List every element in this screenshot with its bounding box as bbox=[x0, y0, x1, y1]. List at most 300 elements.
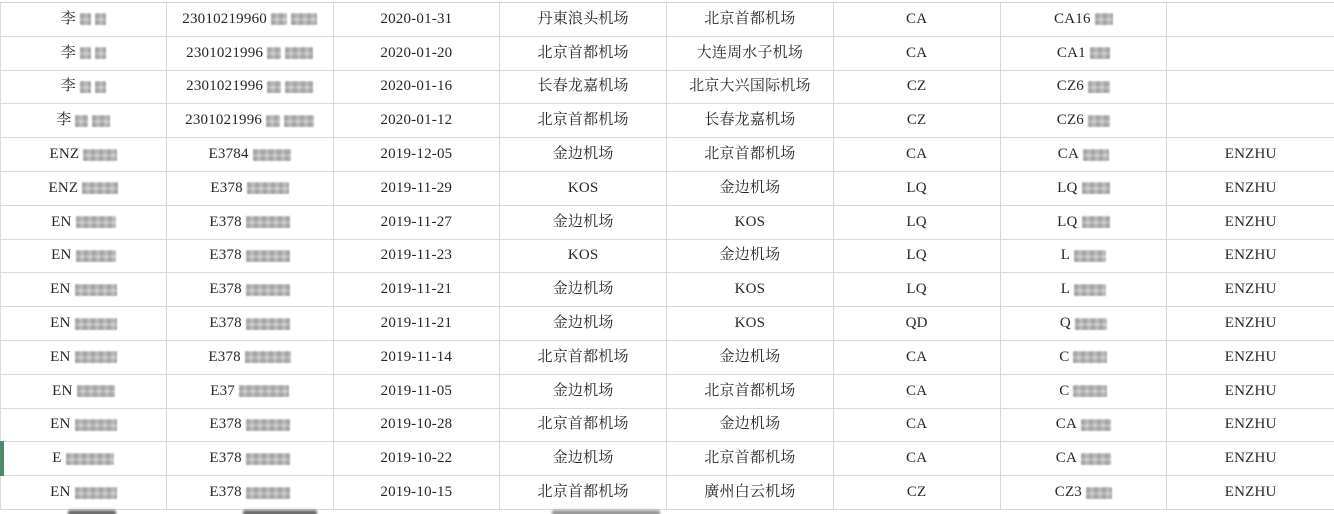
cell-flight-number[interactable] bbox=[1001, 3, 1168, 36]
cell-text: E378 bbox=[209, 213, 242, 230]
cell-text: 北京首都机场 bbox=[704, 382, 796, 399]
cell-text: CA bbox=[906, 382, 928, 399]
cell-flight-date[interactable] bbox=[334, 240, 501, 273]
cell-text: CZ bbox=[906, 484, 927, 501]
cell-text: 2020-01-31 bbox=[380, 10, 453, 27]
cell-text: ENZ bbox=[49, 146, 80, 163]
cell-text: CZ bbox=[906, 78, 927, 95]
redacted-mosaic bbox=[246, 250, 290, 262]
cell-text: CA bbox=[1055, 416, 1077, 433]
cell-text: C bbox=[1059, 382, 1070, 399]
cell-name[interactable] bbox=[0, 409, 167, 442]
cell-text: KOS bbox=[734, 315, 766, 332]
selected-row-indicator bbox=[0, 441, 4, 476]
cell-name[interactable] bbox=[0, 3, 167, 36]
cell-text: 北京首都机场 bbox=[704, 450, 796, 467]
cell-text: ENZHU bbox=[1224, 247, 1277, 264]
cell-departure-airport[interactable] bbox=[500, 37, 667, 70]
cell-text: QD bbox=[905, 315, 928, 332]
redacted-mosaic bbox=[76, 216, 116, 228]
cell-flight-date[interactable] bbox=[334, 273, 501, 306]
cell-text: 2020-01-20 bbox=[380, 44, 453, 61]
table-row bbox=[0, 71, 1334, 105]
cell-text: C bbox=[1059, 348, 1070, 365]
cell-flight-number[interactable] bbox=[1001, 341, 1168, 374]
cell-text: KOS bbox=[734, 213, 766, 230]
cell-id-number[interactable] bbox=[167, 71, 334, 104]
cell-flight-date[interactable] bbox=[334, 37, 501, 70]
cell-text: CA bbox=[1055, 450, 1077, 467]
cell-text: 2019-11-29 bbox=[380, 179, 453, 196]
cell-arrival-airport[interactable] bbox=[667, 172, 834, 205]
cell-text: E3784 bbox=[208, 146, 249, 163]
cell-text: ENZHU bbox=[1224, 281, 1277, 298]
redacted-mosaic bbox=[1082, 182, 1110, 194]
redacted-mosaic bbox=[246, 419, 290, 431]
redacted-mosaic bbox=[291, 13, 317, 25]
cell-departure-airport[interactable] bbox=[500, 138, 667, 171]
redacted-mosaic bbox=[1082, 216, 1110, 228]
redacted-mosaic bbox=[243, 510, 317, 514]
redacted-mosaic bbox=[253, 149, 291, 161]
table-row bbox=[0, 307, 1334, 341]
cell-arrival-airport[interactable] bbox=[667, 37, 834, 70]
cell-remark[interactable] bbox=[1167, 104, 1334, 137]
cell-text: LQ bbox=[1057, 179, 1078, 196]
cell-flight-date[interactable] bbox=[334, 341, 501, 374]
cell-remark[interactable] bbox=[1167, 37, 1334, 70]
cell-name[interactable] bbox=[0, 341, 167, 374]
redacted-mosaic bbox=[246, 284, 290, 296]
cell-id-number[interactable] bbox=[167, 138, 334, 171]
cell-name[interactable] bbox=[0, 240, 167, 273]
cell-airline-code[interactable] bbox=[834, 206, 1001, 239]
cell-text: 北京首都机场 bbox=[704, 146, 796, 163]
cell-remark[interactable] bbox=[1167, 138, 1334, 171]
cell-text: ENZHU bbox=[1224, 382, 1277, 399]
redacted-mosaic bbox=[76, 250, 116, 262]
cell-name[interactable] bbox=[0, 206, 167, 239]
cell-airline-code[interactable] bbox=[834, 37, 1001, 70]
redacted-mosaic bbox=[75, 487, 117, 499]
cell-text: 2020-01-12 bbox=[380, 112, 453, 129]
cell-id-number[interactable] bbox=[167, 206, 334, 239]
cell-remark[interactable] bbox=[1167, 3, 1334, 36]
redacted-mosaic bbox=[1088, 81, 1110, 93]
cell-departure-airport[interactable] bbox=[500, 172, 667, 205]
redacted-mosaic bbox=[552, 510, 660, 514]
cell-name[interactable] bbox=[0, 476, 167, 509]
cell-flight-date[interactable] bbox=[334, 138, 501, 171]
cell-text: 2019-11-27 bbox=[380, 213, 453, 230]
cell-text: E378 bbox=[209, 315, 242, 332]
redacted-mosaic bbox=[75, 115, 88, 127]
cell-id-number[interactable] bbox=[167, 476, 334, 509]
cell-id-number[interactable] bbox=[167, 37, 334, 70]
cell-departure-airport[interactable] bbox=[500, 206, 667, 239]
cell-text: E378 bbox=[209, 416, 242, 433]
table-row bbox=[0, 37, 1334, 71]
cell-text: E378 bbox=[209, 247, 242, 264]
table-row bbox=[0, 341, 1334, 375]
redacted-mosaic bbox=[246, 318, 290, 330]
cell-flight-date[interactable] bbox=[334, 206, 501, 239]
cell-text: 2019-11-21 bbox=[380, 281, 453, 298]
redacted-mosaic bbox=[66, 453, 114, 465]
cell-flight-date[interactable] bbox=[334, 307, 501, 340]
cell-text: ENZHU bbox=[1224, 348, 1277, 365]
cell-text: 金边机场 bbox=[552, 382, 614, 399]
cell-flight-date[interactable] bbox=[334, 104, 501, 137]
cell-airline-code[interactable] bbox=[834, 341, 1001, 374]
table-row bbox=[0, 409, 1334, 443]
cell-name[interactable] bbox=[0, 375, 167, 408]
cell-name[interactable] bbox=[0, 273, 167, 306]
cell-text: 金边机场 bbox=[719, 247, 781, 264]
cell-text: 金边机场 bbox=[719, 348, 781, 365]
cell-text: EN bbox=[52, 382, 73, 399]
cell-remark[interactable] bbox=[1167, 341, 1334, 374]
cell-text: 23010219960 bbox=[182, 10, 267, 27]
cell-text: 北京首都机场 bbox=[537, 416, 629, 433]
cell-flight-date[interactable] bbox=[334, 71, 501, 104]
cell-text: ENZHU bbox=[1224, 315, 1277, 332]
cell-airline-code[interactable] bbox=[834, 71, 1001, 104]
cell-name[interactable] bbox=[0, 138, 167, 171]
redacted-mosaic bbox=[1083, 149, 1109, 161]
cell-text: 北京大兴国际机场 bbox=[689, 78, 811, 95]
table-row bbox=[0, 3, 1334, 37]
redacted-mosaic bbox=[1073, 385, 1107, 397]
cell-text: LQ bbox=[906, 179, 927, 196]
redacted-mosaic bbox=[1088, 115, 1110, 127]
table-row bbox=[0, 172, 1334, 206]
cell-text: E378 bbox=[208, 348, 241, 365]
cell-text: 金边机场 bbox=[552, 450, 614, 467]
cell-text: 丹東浪头机场 bbox=[537, 10, 629, 27]
cell-flight-date[interactable] bbox=[334, 375, 501, 408]
redacted-mosaic bbox=[1090, 47, 1110, 59]
cell-text: E378 bbox=[209, 484, 242, 501]
cell-id-number[interactable] bbox=[167, 104, 334, 137]
cell-airline-code[interactable] bbox=[834, 409, 1001, 442]
cell-departure-airport[interactable] bbox=[500, 104, 667, 137]
redacted-mosaic bbox=[95, 13, 106, 25]
cell-text: ENZHU bbox=[1224, 484, 1277, 501]
cell-text: CA bbox=[906, 450, 928, 467]
cell-text: LQ bbox=[906, 281, 927, 298]
cell-text: 李 bbox=[60, 78, 76, 95]
cell-id-number[interactable] bbox=[167, 273, 334, 306]
redacted-mosaic bbox=[1073, 351, 1107, 363]
table-row bbox=[0, 138, 1334, 172]
cell-text: 2019-10-28 bbox=[380, 416, 453, 433]
redacted-mosaic bbox=[1081, 453, 1111, 465]
cell-remark[interactable] bbox=[1167, 273, 1334, 306]
redacted-mosaic bbox=[82, 182, 118, 194]
redacted-mosaic bbox=[75, 419, 117, 431]
redacted-mosaic bbox=[95, 81, 106, 93]
cell-text: ENZHU bbox=[1224, 213, 1277, 230]
cell-text: ENZHU bbox=[1224, 179, 1277, 196]
cell-text: 金边机场 bbox=[552, 281, 614, 298]
cell-id-number[interactable] bbox=[167, 172, 334, 205]
cell-text: CA1 bbox=[1056, 44, 1086, 61]
cell-text: E37 bbox=[210, 382, 235, 399]
cell-arrival-airport[interactable] bbox=[667, 307, 834, 340]
cell-departure-airport[interactable] bbox=[500, 341, 667, 374]
cell-text: E bbox=[52, 450, 62, 467]
cell-name[interactable] bbox=[0, 37, 167, 70]
cell-flight-date[interactable] bbox=[334, 476, 501, 509]
cell-id-number[interactable] bbox=[167, 307, 334, 340]
cell-arrival-airport[interactable] bbox=[667, 341, 834, 374]
cell-arrival-airport[interactable] bbox=[667, 375, 834, 408]
redacted-mosaic bbox=[271, 13, 287, 25]
table-row bbox=[0, 273, 1334, 307]
cell-arrival-airport[interactable] bbox=[667, 3, 834, 36]
cell-airline-code[interactable] bbox=[834, 104, 1001, 137]
cell-id-number[interactable] bbox=[167, 375, 334, 408]
redacted-mosaic bbox=[75, 284, 117, 296]
cell-id-number[interactable] bbox=[167, 3, 334, 36]
cell-id-number[interactable] bbox=[167, 240, 334, 273]
table-row bbox=[0, 442, 1334, 476]
redacted-mosaic bbox=[92, 115, 110, 127]
cell-text: 长春龙嘉机场 bbox=[704, 112, 796, 129]
cell-text: E378 bbox=[209, 281, 242, 298]
cell-text: CA bbox=[906, 44, 928, 61]
cell-text: 北京首都机场 bbox=[704, 10, 796, 27]
table-row bbox=[0, 104, 1334, 138]
cell-arrival-airport[interactable] bbox=[667, 240, 834, 273]
cell-flight-number[interactable] bbox=[1001, 104, 1168, 137]
cell-departure-airport[interactable] bbox=[500, 71, 667, 104]
cell-text: KOS bbox=[567, 247, 599, 264]
cell-airline-code[interactable] bbox=[834, 273, 1001, 306]
cell-text: 金边机场 bbox=[719, 179, 781, 196]
cell-text: EN bbox=[50, 416, 71, 433]
cell-id-number[interactable] bbox=[167, 341, 334, 374]
redacted-mosaic bbox=[1074, 284, 1106, 296]
table-row bbox=[0, 375, 1334, 409]
cell-name[interactable] bbox=[0, 104, 167, 137]
cell-arrival-airport[interactable] bbox=[667, 104, 834, 137]
redacted-mosaic bbox=[284, 115, 314, 127]
cell-departure-airport[interactable] bbox=[500, 409, 667, 442]
cell-text: 廣州白云机场 bbox=[704, 484, 796, 501]
cell-text: CA bbox=[1057, 146, 1079, 163]
cell-arrival-airport[interactable] bbox=[667, 138, 834, 171]
cell-arrival-airport[interactable] bbox=[667, 442, 834, 475]
cell-text: KOS bbox=[567, 179, 599, 196]
cell-text: 2019-11-05 bbox=[380, 382, 453, 399]
cell-text: 2019-12-05 bbox=[380, 146, 453, 163]
cell-remark[interactable] bbox=[1167, 442, 1334, 475]
redacted-mosaic bbox=[239, 385, 289, 397]
cell-text: 北京首都机场 bbox=[537, 112, 629, 129]
redacted-mosaic bbox=[1075, 318, 1107, 330]
cell-text: L bbox=[1060, 281, 1071, 298]
cell-text: 李 bbox=[60, 44, 76, 61]
cell-text: 2019-10-15 bbox=[380, 484, 453, 501]
cell-text: 金边机场 bbox=[719, 416, 781, 433]
cell-arrival-airport[interactable] bbox=[667, 476, 834, 509]
cell-text: ENZHU bbox=[1224, 416, 1277, 433]
redacted-mosaic bbox=[75, 318, 117, 330]
cell-text: 2301021996 bbox=[186, 44, 264, 61]
cell-departure-airport[interactable] bbox=[500, 442, 667, 475]
cell-airline-code[interactable] bbox=[834, 476, 1001, 509]
cell-text: EN bbox=[51, 247, 72, 264]
redacted-mosaic bbox=[1095, 13, 1113, 25]
cell-text: E378 bbox=[210, 179, 243, 196]
redacted-mosaic bbox=[267, 81, 281, 93]
cell-name[interactable] bbox=[0, 172, 167, 205]
cell-flight-date[interactable] bbox=[334, 3, 501, 36]
cell-name[interactable] bbox=[0, 442, 167, 475]
cell-remark[interactable] bbox=[1167, 71, 1334, 104]
cell-airline-code[interactable] bbox=[834, 375, 1001, 408]
redacted-mosaic bbox=[267, 47, 281, 59]
table-row bbox=[0, 206, 1334, 240]
redacted-mosaic bbox=[246, 453, 290, 465]
cell-text: CZ3 bbox=[1054, 484, 1083, 501]
cell-text: 李 bbox=[60, 10, 76, 27]
cell-departure-airport[interactable] bbox=[500, 3, 667, 36]
cell-id-number[interactable] bbox=[167, 409, 334, 442]
cell-text: 2019-11-14 bbox=[380, 348, 453, 365]
cell-text: Q bbox=[1059, 315, 1071, 332]
cell-text: ENZ bbox=[48, 179, 79, 196]
cell-name[interactable] bbox=[0, 71, 167, 104]
cell-text: EN bbox=[50, 281, 71, 298]
cell-flight-number[interactable] bbox=[1001, 442, 1168, 475]
cell-remark[interactable] bbox=[1167, 240, 1334, 273]
cell-airline-code[interactable] bbox=[834, 172, 1001, 205]
cell-text: 金边机场 bbox=[552, 315, 614, 332]
cell-id-number[interactable] bbox=[167, 442, 334, 475]
cell-text: 2020-01-16 bbox=[380, 78, 453, 95]
cell-text: CZ bbox=[906, 112, 927, 129]
cell-flight-number[interactable] bbox=[1001, 71, 1168, 104]
redacted-mosaic bbox=[246, 487, 290, 499]
redacted-mosaic bbox=[1074, 250, 1106, 262]
cell-text: 北京首都机场 bbox=[537, 348, 629, 365]
cell-remark[interactable] bbox=[1167, 307, 1334, 340]
cell-text: EN bbox=[50, 315, 71, 332]
cell-name[interactable] bbox=[0, 307, 167, 340]
cell-flight-number[interactable] bbox=[1001, 307, 1168, 340]
redacted-mosaic bbox=[68, 510, 116, 514]
cell-text: LQ bbox=[906, 247, 927, 264]
redacted-mosaic bbox=[285, 47, 313, 59]
cell-arrival-airport[interactable] bbox=[667, 71, 834, 104]
cell-text: CA16 bbox=[1054, 10, 1091, 27]
cell-airline-code[interactable] bbox=[834, 442, 1001, 475]
cell-remark[interactable] bbox=[1167, 172, 1334, 205]
cell-arrival-airport[interactable] bbox=[667, 273, 834, 306]
cell-text: LQ bbox=[1057, 213, 1078, 230]
cell-flight-date[interactable] bbox=[334, 409, 501, 442]
redacted-mosaic bbox=[80, 13, 91, 25]
cell-text: 北京首都机场 bbox=[537, 44, 629, 61]
redacted-mosaic bbox=[75, 351, 117, 363]
cell-text: E378 bbox=[209, 450, 242, 467]
cell-flight-number[interactable] bbox=[1001, 240, 1168, 273]
cell-flight-date[interactable] bbox=[334, 442, 501, 475]
cell-airline-code[interactable] bbox=[834, 240, 1001, 273]
redacted-mosaic bbox=[80, 47, 91, 59]
cell-text: CA bbox=[906, 10, 928, 27]
cell-remark[interactable] bbox=[1167, 476, 1334, 509]
cell-departure-airport[interactable] bbox=[500, 240, 667, 273]
cell-text: EN bbox=[51, 213, 72, 230]
cell-flight-number[interactable] bbox=[1001, 273, 1168, 306]
redacted-mosaic bbox=[83, 149, 117, 161]
cell-remark[interactable] bbox=[1167, 206, 1334, 239]
flight-table bbox=[0, 2, 1334, 510]
cell-arrival-airport[interactable] bbox=[667, 206, 834, 239]
cell-text: 金边机场 bbox=[552, 213, 614, 230]
cell-text: 长春龙嘉机场 bbox=[537, 78, 629, 95]
cell-text: 李 bbox=[56, 112, 72, 129]
redacted-mosaic bbox=[246, 216, 290, 228]
cell-text: 2019-10-22 bbox=[380, 450, 453, 467]
cell-departure-airport[interactable] bbox=[500, 307, 667, 340]
table-row bbox=[0, 240, 1334, 274]
table-row bbox=[0, 476, 1334, 510]
cell-text: ENZHU bbox=[1224, 146, 1277, 163]
cell-text: CZ6 bbox=[1056, 78, 1085, 95]
cell-text: 金边机场 bbox=[552, 146, 614, 163]
redacted-mosaic bbox=[1081, 419, 1111, 431]
cell-text: LQ bbox=[906, 213, 927, 230]
cell-departure-airport[interactable] bbox=[500, 273, 667, 306]
cell-flight-number[interactable] bbox=[1001, 206, 1168, 239]
cell-text: L bbox=[1060, 247, 1071, 264]
redacted-mosaic bbox=[77, 385, 115, 397]
cell-text: 北京首都机场 bbox=[537, 484, 629, 501]
cell-text: EN bbox=[50, 484, 71, 501]
cell-departure-airport[interactable] bbox=[500, 375, 667, 408]
cell-flight-number[interactable] bbox=[1001, 375, 1168, 408]
redacted-mosaic bbox=[95, 47, 106, 59]
cell-flight-number[interactable] bbox=[1001, 138, 1168, 171]
cell-flight-number[interactable] bbox=[1001, 476, 1168, 509]
cell-text: 2301021996 bbox=[186, 78, 264, 95]
cell-departure-airport[interactable] bbox=[500, 476, 667, 509]
cell-text: 2019-11-21 bbox=[380, 315, 453, 332]
cell-airline-code[interactable] bbox=[834, 3, 1001, 36]
redacted-mosaic bbox=[1086, 487, 1112, 499]
cell-text: 大连周水子机场 bbox=[696, 44, 804, 61]
cell-text: 2301021996 bbox=[185, 112, 263, 129]
cell-airline-code[interactable] bbox=[834, 307, 1001, 340]
cell-remark[interactable] bbox=[1167, 375, 1334, 408]
cell-flight-number[interactable] bbox=[1001, 409, 1168, 442]
redacted-mosaic bbox=[285, 81, 313, 93]
cell-flight-number[interactable] bbox=[1001, 172, 1168, 205]
cell-text: 2019-11-23 bbox=[380, 247, 453, 264]
cell-flight-number[interactable] bbox=[1001, 37, 1168, 70]
cell-airline-code[interactable] bbox=[834, 138, 1001, 171]
redacted-mosaic bbox=[80, 81, 91, 93]
cell-remark[interactable] bbox=[1167, 409, 1334, 442]
cell-flight-date[interactable] bbox=[334, 172, 501, 205]
cell-text: CA bbox=[906, 416, 928, 433]
cell-arrival-airport[interactable] bbox=[667, 409, 834, 442]
